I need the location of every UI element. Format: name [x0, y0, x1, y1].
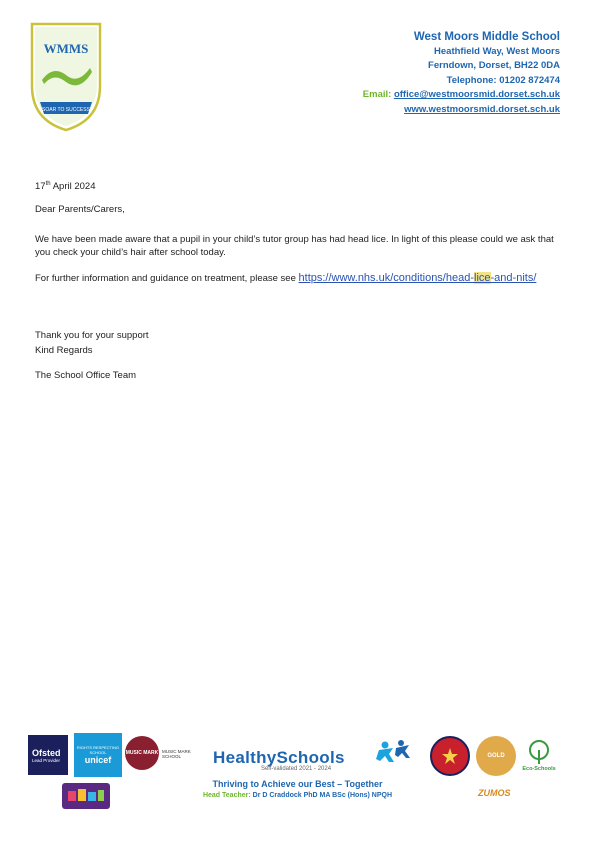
email-line: [363, 88, 560, 103]
school-name: West Moors Middle School: [413, 31, 560, 43]
eco-tree-icon: [524, 740, 554, 766]
paragraph-2-text: For further information and guidance on treatment, please see: [35, 273, 299, 284]
school-address-block: [363, 30, 560, 118]
paragraph-1: We have been made aware that a pupil in your child’s tutor group has had head lice. In light of this please could we ask that you check your child’s hair after school today.: [35, 234, 554, 258]
unicef-rights-logo: [74, 733, 122, 777]
unicef-text: unicef: [84, 755, 112, 765]
salutation: Dear Parents/Carers,: [35, 204, 125, 215]
address-line-1: Heathfield Way, West Moors: [434, 45, 560, 57]
rights-text: RIGHTS RESPECTING SCHOOL: [76, 745, 120, 755]
music-mark-text: MUSIC MARK: [125, 750, 159, 756]
ofsted-logo: [28, 735, 68, 775]
regards-line: Kind Regards: [35, 345, 93, 356]
healthy-schools-text: HealthySchools: [213, 748, 345, 767]
zumos-logo: ZUMOS: [478, 788, 511, 798]
eco-schools-logo: [520, 735, 558, 777]
award-badge-logo: [430, 736, 470, 776]
school-tagline: Thriving to Achieve our Best – Together: [212, 779, 383, 789]
healthy-schools-sub: Self-validated 2021 - 2024: [261, 766, 332, 772]
school-crest-logo: [28, 20, 104, 132]
address-line-2: Ferndown, Dorset, BH22 0DA: [428, 60, 560, 72]
signoff-line: The School Office Team: [35, 370, 137, 381]
badge-star-icon: [441, 747, 459, 765]
letter-date: 17th April 2024: [35, 181, 96, 193]
ofsted-sub: Lead Provider: [32, 757, 61, 763]
school-games-gold-logo: [476, 736, 516, 776]
thanks-line: Thank you for your support: [35, 330, 149, 341]
paragraph-2: [35, 272, 565, 285]
telephone: Telephone: 01202 872474: [446, 74, 560, 86]
email-link[interactable]: office@westmoorsmid.dorset.sch.uk: [393, 89, 560, 101]
nhs-head-lice-link[interactable]: https://www.nhs.uk/conditions/head-lice-and-nits/: [298, 272, 537, 284]
ofsted-title: Ofsted: [32, 747, 61, 758]
music-mark-school: MUSIC MARK SCHOOL: [162, 749, 191, 759]
healthy-schools-logo: [213, 740, 413, 774]
games-gold-text: GOLD: [487, 753, 505, 759]
eco-schools-text: Eco-Schools: [522, 766, 556, 772]
website-link[interactable]: www.westmoorsmid.dorset.sch.uk: [404, 103, 560, 115]
email-label: Email:: [362, 89, 394, 101]
head-teacher-line: Head Teacher: Dr D Craddock PhD MA BSc (Hons) NPQH: [202, 792, 393, 799]
music-mark-logo: [125, 736, 159, 770]
crest-text: WMMS: [43, 41, 89, 56]
crest-ribbon: SOAR TO SUCCESS: [42, 107, 90, 113]
